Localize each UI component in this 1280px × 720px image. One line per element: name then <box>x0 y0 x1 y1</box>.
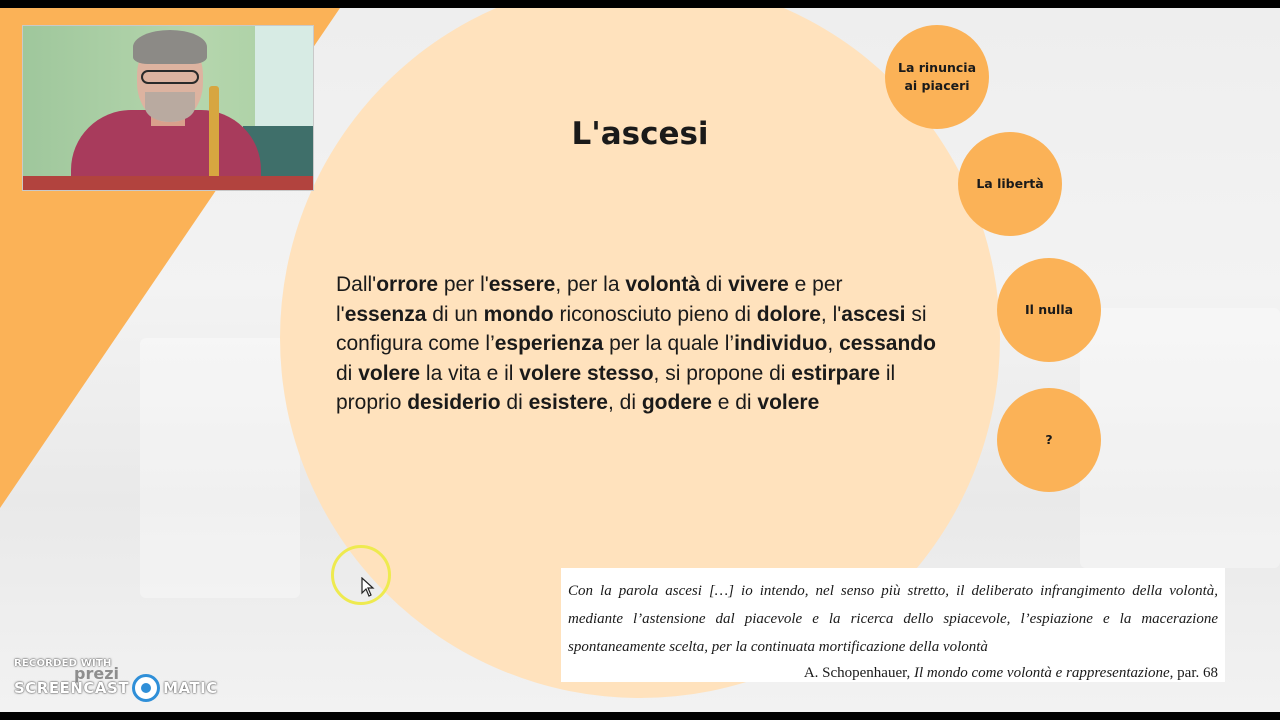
body-bold-term: godere <box>641 391 712 414</box>
quote-ref: , par. 68 <box>1169 665 1218 681</box>
body-bold-term: dolore <box>756 302 821 326</box>
background-panel <box>140 338 300 598</box>
body-text-run: riconosciuto pieno di <box>553 302 757 326</box>
body-bold-term: cessando <box>839 332 936 355</box>
nav-circle-liberta[interactable]: La libertà <box>958 132 1062 236</box>
body-bold-term: volere <box>757 391 820 414</box>
body-text-run: e di <box>711 391 758 414</box>
body-text-run: per l' <box>438 273 489 296</box>
body-text-run: di <box>500 391 529 414</box>
body-text-run: Dall' <box>336 273 377 296</box>
body-text-run: di <box>336 361 359 385</box>
nav-circle-rinuncia[interactable]: La rinuncia ai piaceri <box>885 25 989 129</box>
body-bold-term: esistere <box>528 391 608 414</box>
body-bold-term: esperienza <box>494 332 604 355</box>
nav-circle-nulla[interactable]: Il nulla <box>997 258 1101 362</box>
slide-title: L'ascesi <box>571 116 709 152</box>
body-bold-term: volere <box>358 361 421 385</box>
body-bold-term: orrore <box>376 273 439 296</box>
body-text-run: la vita e il <box>420 361 520 385</box>
presentation-stage <box>0 8 1280 712</box>
body-text-run: di <box>700 273 729 296</box>
body-text-run: , l' <box>820 302 842 326</box>
quote-work: Il mondo come volontà e rappresentazione <box>914 665 1170 681</box>
body-text-run: , si propone di <box>653 361 792 385</box>
screencast-brand <box>14 674 218 702</box>
recorded-with-label: RECORDED WITH <box>14 658 112 669</box>
webcam-overlay <box>22 25 314 191</box>
quote-text: Con la parola ascesi […] io intendo, nel senso più stretto, il deliberato infrangimento della volontà, mediante l’astensione dal piacevole e la ricerca dello spiacevole, l’espiazione e la macerazione spontaneamente scelta, per la continuata mortificazione della volontà <box>568 583 1218 655</box>
body-bold-term: essenza <box>344 302 427 326</box>
background-panel <box>1080 308 1280 568</box>
screencast-watermark <box>14 658 218 706</box>
body-text-run: per la quale l’ <box>603 332 735 355</box>
body-text-run: si configura come l’ <box>336 302 927 355</box>
body-text-run: , di <box>608 391 642 414</box>
body-bold-term: estirpare <box>791 361 881 385</box>
slide-body-text <box>336 270 936 418</box>
body-bold-term: mondo <box>483 302 554 326</box>
mouse-pointer-icon <box>361 577 375 597</box>
body-text-run: , <box>827 332 840 355</box>
quote-author: A. Schopenhauer, <box>803 665 915 681</box>
body-text-run: , per la <box>555 273 626 296</box>
screencast-o-matic-logo-icon <box>132 674 160 702</box>
body-bold-term: essere <box>488 273 556 296</box>
prezi-label: prezi <box>74 664 119 683</box>
body-bold-term: volere stesso <box>519 361 654 385</box>
body-bold-term: individuo <box>734 332 828 355</box>
body-bold-term: vivere <box>728 273 789 296</box>
nav-circle-question[interactable]: ? <box>997 388 1101 492</box>
body-bold-term: volontà <box>625 273 701 296</box>
quote-box <box>561 568 1225 682</box>
body-text-run: il proprio <box>336 361 896 414</box>
brand-right: MATIC <box>163 679 218 697</box>
body-bold-term: desiderio <box>407 391 501 414</box>
brand-left: SCREENCAST <box>14 679 130 697</box>
body-text-run: di un <box>426 302 484 326</box>
body-text-run: e per l' <box>336 273 843 326</box>
quote-source <box>568 661 1218 685</box>
body-bold-term: ascesi <box>841 302 906 326</box>
